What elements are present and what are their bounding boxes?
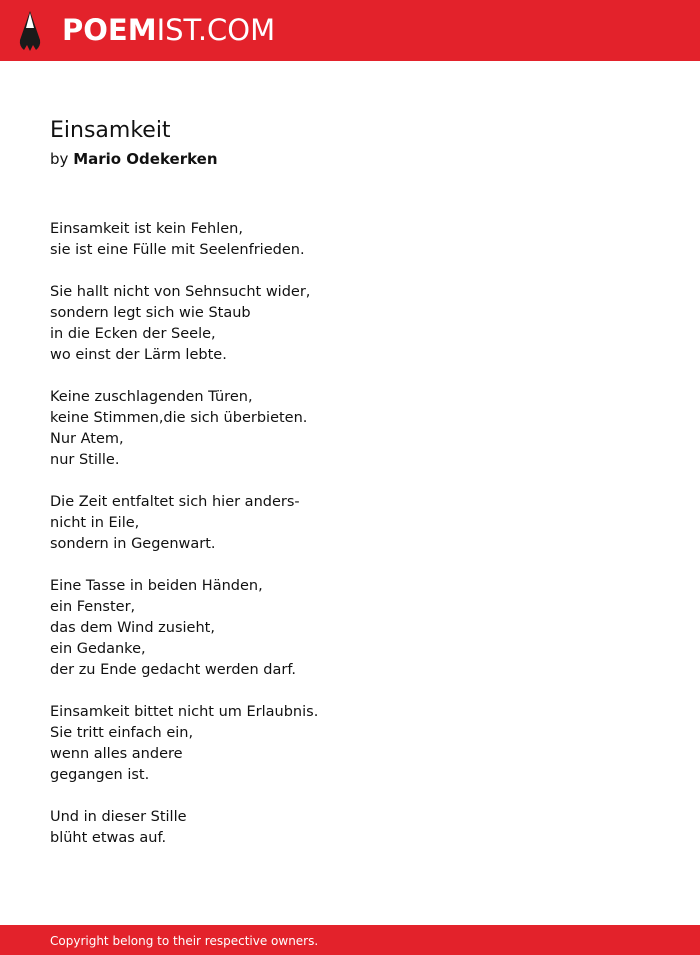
poem-line: blüht etwas auf. bbox=[50, 830, 167, 846]
author-name: Mario Odekerken bbox=[73, 150, 218, 168]
header-bar bbox=[0, 0, 700, 61]
poem-stanza bbox=[50, 387, 650, 471]
site-logo-text[interactable] bbox=[62, 13, 275, 47]
brand-bold: POEM bbox=[62, 13, 157, 47]
poem-line: Einsamkeit bittet nicht um Erlaubnis. bbox=[50, 704, 319, 720]
poem-line: Keine zuschlagenden Türen, bbox=[50, 389, 253, 405]
poem-line: Die Zeit entfaltet sich hier anders- bbox=[50, 494, 300, 510]
copyright-text: Copyright belong to their respective owners. bbox=[50, 934, 319, 948]
poem-stanza bbox=[50, 282, 650, 366]
poem-line: der zu Ende gedacht werden darf. bbox=[50, 662, 296, 678]
poem-line: Sie tritt einfach ein, bbox=[50, 725, 194, 741]
poem-line: das dem Wind zusieht, bbox=[50, 620, 215, 636]
poem-line: sondern legt sich wie Staub bbox=[50, 305, 251, 321]
poem-line: in die Ecken der Seele, bbox=[50, 326, 216, 342]
poem-line: Und in dieser Stille bbox=[50, 809, 187, 825]
poem-line: nur Stille. bbox=[50, 452, 120, 468]
poem-line: Sie hallt nicht von Sehnsucht wider, bbox=[50, 284, 311, 300]
poem-line: ein Gedanke, bbox=[50, 641, 146, 657]
poem-body bbox=[50, 219, 650, 870]
poem-line: Eine Tasse in beiden Händen, bbox=[50, 578, 263, 594]
poem-line: keine Stimmen,die sich überbieten. bbox=[50, 410, 308, 426]
poem-title: Einsamkeit bbox=[50, 118, 171, 143]
poem-stanza bbox=[50, 807, 650, 849]
poem-stanza bbox=[50, 702, 650, 786]
footer-bar bbox=[0, 925, 700, 955]
poem-line: Einsamkeit ist kein Fehlen, bbox=[50, 221, 243, 237]
brand-light: IST.COM bbox=[156, 13, 276, 47]
by-label: by bbox=[50, 150, 69, 168]
poem-line: nicht in Eile, bbox=[50, 515, 140, 531]
poem-line: Nur Atem, bbox=[50, 431, 124, 447]
byline bbox=[50, 149, 218, 169]
poem-stanza bbox=[50, 219, 650, 261]
poem-line: wenn alles andere bbox=[50, 746, 183, 762]
poem-line: gegangen ist. bbox=[50, 767, 150, 783]
poem-stanza bbox=[50, 492, 650, 555]
poem-line: sondern in Gegenwart. bbox=[50, 536, 216, 552]
poem-line: ein Fenster, bbox=[50, 599, 136, 615]
poem-line: sie ist eine Fülle mit Seelenfrieden. bbox=[50, 242, 305, 258]
pen-nib-icon[interactable] bbox=[18, 10, 42, 52]
poem-stanza bbox=[50, 576, 650, 681]
poem-line: wo einst der Lärm lebte. bbox=[50, 347, 227, 363]
